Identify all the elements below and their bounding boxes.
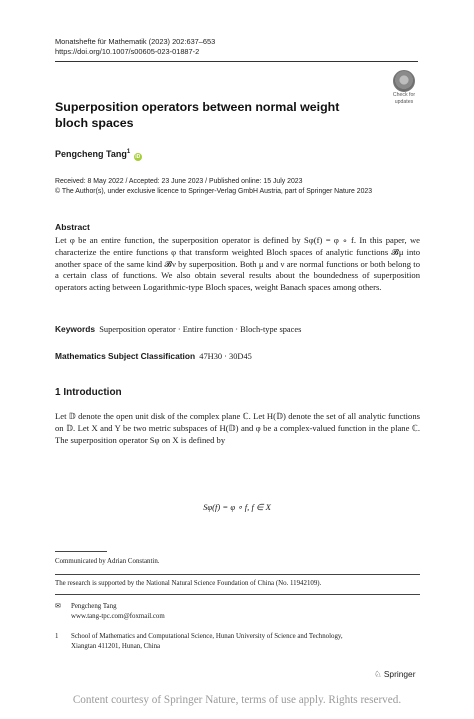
corr-email[interactable]: www.tang-tpc.com@foxmail.com	[71, 612, 165, 620]
springer-horse-icon: ♘	[374, 669, 382, 679]
affil-line2: Xiangtan 411201, Hunan, China	[71, 642, 161, 650]
author-line	[55, 149, 142, 161]
section-heading: 1 Introduction	[55, 387, 122, 398]
journal-header	[55, 37, 215, 57]
keywords-label: Keywords	[55, 324, 96, 334]
abstract-text: Let φ be an entire function, the superposition operator is defined by Sφ(f) = φ ∘ f. In this paper, we characterize the entire functions φ that transform weighted Bloch spaces of analytic functions 𝓑μ into another space of the same kind 𝓑ν by superposition. Both μ and ν are normal functions or both belong to a certain class of functions. We also obtain several results about the boundedness of superposition operators acting between Logarithmic-type Bloch spaces, weight Banach spaces among others.	[55, 235, 420, 293]
courtesy-watermark: Content courtesy of Springer Nature, terms of use apply. Rights reserved.	[72, 694, 402, 706]
footnote-divider	[55, 574, 420, 575]
msc-text: 47H30 · 30D45	[199, 352, 252, 361]
author-name[interactable]: Pengcheng Tang	[55, 149, 127, 159]
check-badge-line1: Check for	[392, 92, 416, 98]
doi-link[interactable]: https://doi.org/10.1007/s00605-023-01887-2	[55, 47, 200, 56]
header-rule	[55, 61, 418, 62]
affil-number: 1	[55, 633, 59, 640]
check-updates-icon	[393, 70, 415, 92]
communicated-note: Communicated by Adrian Constantin.	[55, 558, 160, 565]
check-for-updates-badge[interactable]	[388, 70, 420, 105]
equation: Sφ(f) = φ ∘ f, f ∈ X	[203, 502, 271, 512]
msc-label: Mathematics Subject Classification	[55, 351, 196, 361]
envelope-icon: ✉	[55, 603, 61, 610]
journal-citation: Monatshefte für Mathematik (2023) 202:637–653	[55, 37, 216, 46]
corresponding-author	[55, 602, 165, 621]
check-badge-line2: updates	[394, 98, 414, 105]
copyright-line: © The Author(s), under exclusive licence to Springer-Verlag GmbH Austria, part of Springer Nature 2023	[55, 188, 373, 195]
orcid-icon[interactable]: iD	[135, 154, 141, 160]
affil-line1: School of Mathematics and Computational Science, Hunan University of Science and Technology,	[71, 633, 343, 640]
publication-dates	[55, 177, 372, 197]
keywords-text: Superposition operator · Entire function · Bloch-type spaces	[99, 325, 302, 334]
footnote-divider-2	[55, 594, 420, 595]
corr-name: Pengcheng Tang	[71, 603, 117, 610]
funding-note: The research is supported by the National Natural Science Foundation of China (No. 11942109).	[55, 580, 322, 587]
affiliation	[55, 632, 420, 651]
keywords	[55, 324, 420, 334]
paper-title: Superposition operators between normal weight bloch spaces	[55, 100, 340, 130]
springer-name: Springer	[383, 669, 416, 679]
abstract-heading: Abstract	[55, 222, 90, 232]
footnote-rule	[55, 551, 107, 552]
msc-classification	[55, 351, 420, 361]
springer-logo	[374, 669, 416, 679]
intro-text: Let 𝔻 denote the open unit disk of the complex plane ℂ. Let H(𝔻) denote the set of all analytic functions on 𝔻. Let X and Y be two metric subspaces of H(𝔻) and φ be a complex-valued function in the plane ℂ. The superposition operator Sφ on X is defined by	[55, 411, 420, 445]
author-affil-mark: 1	[126, 149, 131, 155]
dates-line: Received: 8 May 2022 / Accepted: 23 June 2023 / Published online: 15 July 2023	[55, 178, 303, 185]
